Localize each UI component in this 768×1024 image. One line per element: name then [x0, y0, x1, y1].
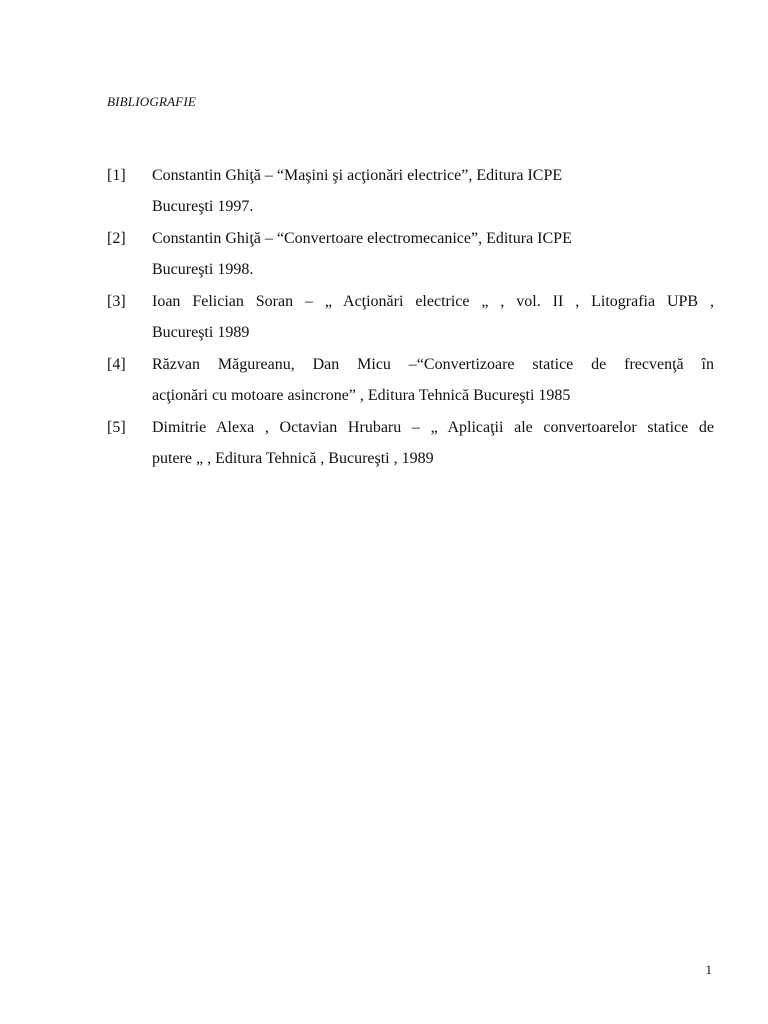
reference-number: [3]: [107, 293, 126, 310]
reference-list: [107, 160, 714, 474]
reference-line-1: Dimitrie Alexa , Octavian Hrubaru – „ Aplicaţii ale convertoarelor statice de: [152, 419, 714, 436]
reference-line-2: Bucureşti 1989: [152, 324, 250, 341]
bibliography-heading: BIBLIOGRAFIE: [107, 94, 197, 109]
reference-line-2: putere „ , Editura Tehnică , Bucureşti , 1989: [152, 450, 434, 467]
reference-item: [107, 412, 714, 474]
reference-line-1: Constantin Ghiţă – “Maşini şi acţionări electrice”, Editura ICPE: [152, 167, 563, 184]
reference-text: [152, 286, 714, 348]
reference-number: [4]: [107, 356, 126, 373]
reference-line-2: acţionări cu motoare asincrone” , Editura Tehnică Bucureşti 1985: [152, 387, 571, 404]
reference-number: [5]: [107, 419, 126, 436]
reference-text: [152, 160, 714, 222]
reference-text: [152, 223, 714, 285]
reference-number: [1]: [107, 167, 126, 184]
reference-line-1: Ioan Felician Soran – „ Acţionări electrice „ , vol. II , Litografia UPB ,: [152, 293, 714, 310]
reference-number: [2]: [107, 230, 126, 247]
reference-line-1: Constantin Ghiţă – “Convertoare electromecanice”, Editura ICPE: [152, 230, 572, 247]
reference-item: [107, 160, 714, 222]
reference-text: [152, 349, 714, 411]
reference-item: [107, 223, 714, 285]
reference-text: [152, 412, 714, 474]
reference-line-2: Bucureşti 1998.: [152, 261, 254, 278]
reference-item: [107, 349, 714, 411]
page-number: 1: [705, 962, 712, 977]
reference-line-2: Bucureşti 1997.: [152, 198, 254, 215]
reference-line-1: Răzvan Măgureanu, Dan Micu –“Convertizoare statice de frecvenţă în: [152, 356, 714, 373]
reference-item: [107, 286, 714, 348]
